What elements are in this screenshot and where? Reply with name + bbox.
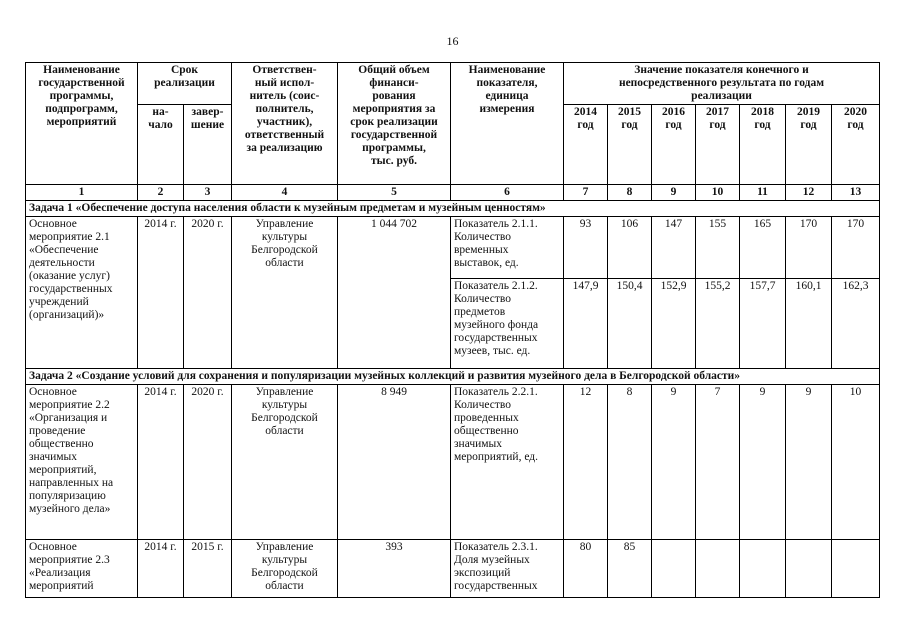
header-volume: Общий объем финанси- рования мероприятия за срок реализации государственной программы, тыс. руб. <box>338 63 451 185</box>
value-cell: 162,3 <box>832 279 880 369</box>
measure-2-2-start: 2014 г. <box>138 385 184 540</box>
task-1-row <box>26 201 880 217</box>
value-cell: 147,9 <box>564 279 608 369</box>
column-number: 6 <box>451 185 564 201</box>
value-cell: 9 <box>740 385 786 540</box>
task-1-title: Задача 1 «Обеспечение доступа населения области к музейным предметам и музейным ценностям» <box>26 201 880 217</box>
value-cell: 93 <box>564 217 608 279</box>
column-number: 8 <box>608 185 652 201</box>
value-cell: 152,9 <box>652 279 696 369</box>
program-table <box>25 62 880 598</box>
indicator-2-2-1: Показатель 2.2.1. Количество проведенных общественно значимых мероприятий, ед. <box>451 385 564 540</box>
value-cell: 147 <box>652 217 696 279</box>
header-end: завер- шение <box>184 105 232 185</box>
value-cell: 9 <box>652 385 696 540</box>
header-start: на- чало <box>138 105 184 185</box>
value-cell: 155,2 <box>696 279 740 369</box>
header-row-1 <box>26 63 880 105</box>
header-year-2014: 2014 год <box>564 105 608 185</box>
header-year-2018: 2018 год <box>740 105 786 185</box>
measure-2-3-volume: 393 <box>338 540 451 598</box>
value-cell: 155 <box>696 217 740 279</box>
value-cell <box>786 540 832 598</box>
indicator-2-3-1: Показатель 2.3.1. Доля музейных экспозиций государственных <box>451 540 564 598</box>
value-cell: 170 <box>832 217 880 279</box>
column-number: 2 <box>138 185 184 201</box>
value-cell: 106 <box>608 217 652 279</box>
column-number: 9 <box>652 185 696 201</box>
value-cell <box>652 540 696 598</box>
header-indicator: Наименование показателя, единица измерения <box>451 63 564 185</box>
measure-2-3-start: 2014 г. <box>138 540 184 598</box>
header-name: Наименование государственной программы, подпрограмм, мероприятий <box>26 63 138 185</box>
column-number: 4 <box>232 185 338 201</box>
measure-2-2-name: Основное мероприятие 2.2 «Организация и проведение общественно значимых мероприятий, направленных на популяризацию музейного дела» <box>26 385 138 540</box>
task-2-title: Задача 2 «Создание условий для сохранения и популяризации музейных коллекций и развития музейного дела в Белгородской области» <box>26 369 880 385</box>
table-row <box>26 217 880 279</box>
column-number: 11 <box>740 185 786 201</box>
value-cell <box>740 540 786 598</box>
header-year-2016: 2016 год <box>652 105 696 185</box>
measure-2-2-volume: 8 949 <box>338 385 451 540</box>
column-number: 13 <box>832 185 880 201</box>
value-cell: 9 <box>786 385 832 540</box>
table-row <box>26 540 880 598</box>
column-number: 3 <box>184 185 232 201</box>
header-period: Срок реализации <box>138 63 232 105</box>
header-values-title: Значение показателя конечного и непосредственного результата по годам реализации <box>564 63 880 105</box>
value-cell: 157,7 <box>740 279 786 369</box>
header-responsible: Ответствен- ный испол- нитель (соис- полнитель, участник), ответственный за реализацию <box>232 63 338 185</box>
column-number: 7 <box>564 185 608 201</box>
measure-2-3-name: Основное мероприятие 2.3 «Реализация мероприятий <box>26 540 138 598</box>
measure-2-1-responsible: Управление культуры Белгородской области <box>232 217 338 369</box>
value-cell: 12 <box>564 385 608 540</box>
indicator-2-1-1: Показатель 2.1.1. Количество временных выставок, ед. <box>451 217 564 279</box>
column-number: 10 <box>696 185 740 201</box>
value-cell: 170 <box>786 217 832 279</box>
value-cell: 10 <box>832 385 880 540</box>
column-number: 12 <box>786 185 832 201</box>
value-cell <box>696 540 740 598</box>
column-number: 1 <box>26 185 138 201</box>
task-2-row <box>26 369 880 385</box>
table-row <box>26 385 880 540</box>
header-year-2020: 2020 год <box>832 105 880 185</box>
measure-2-3-responsible: Управление культуры Белгородской области <box>232 540 338 598</box>
header-year-2015: 2015 год <box>608 105 652 185</box>
measure-2-2-end: 2020 г. <box>184 385 232 540</box>
value-cell: 150,4 <box>608 279 652 369</box>
value-cell: 7 <box>696 385 740 540</box>
header-year-2019: 2019 год <box>786 105 832 185</box>
page-number: 16 <box>446 34 459 48</box>
column-number: 5 <box>338 185 451 201</box>
value-cell: 80 <box>564 540 608 598</box>
measure-2-1-name: Основное мероприятие 2.1 «Обеспечение деятельности (оказание услуг) государственных учреждений (организаций)» <box>26 217 138 369</box>
value-cell: 165 <box>740 217 786 279</box>
value-cell: 160,1 <box>786 279 832 369</box>
header-year-2017: 2017 год <box>696 105 740 185</box>
measure-2-1-volume: 1 044 702 <box>338 217 451 369</box>
column-numbers-row <box>26 185 880 201</box>
measure-2-2-responsible: Управление культуры Белгородской области <box>232 385 338 540</box>
measure-2-3-end: 2015 г. <box>184 540 232 598</box>
indicator-2-1-2: Показатель 2.1.2. Количество предметов музейного фонда государственных музеев, тыс. ед. <box>451 279 564 369</box>
measure-2-1-start: 2014 г. <box>138 217 184 369</box>
value-cell <box>832 540 880 598</box>
measure-2-1-end: 2020 г. <box>184 217 232 369</box>
value-cell: 8 <box>608 385 652 540</box>
value-cell: 85 <box>608 540 652 598</box>
